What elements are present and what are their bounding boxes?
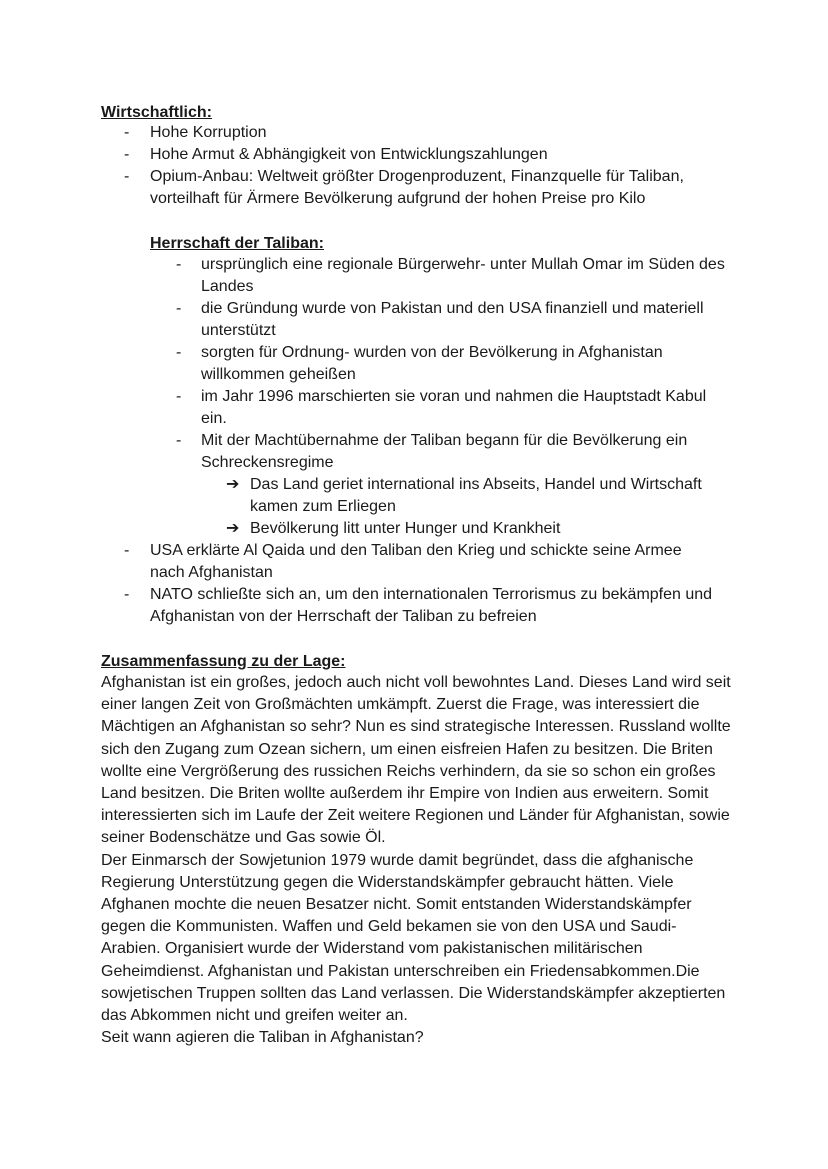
list-item: - im Jahr 1996 marschierten sie voran und nahmen die Hauptstadt Kabul ein. [176, 388, 707, 427]
bullet-dash: - [176, 300, 182, 317]
heading-zusammenfassung: Zusammenfassung zu der Lage: [101, 653, 346, 670]
list-item: - Mit der Machtübernahme der Taliban begann für die Bevölkerung ein Schreckensregime [176, 432, 688, 471]
bullet-dash: - [124, 542, 130, 559]
bullet-dash: - [176, 432, 182, 449]
paragraph: Afghanistan ist ein großes, jedoch auch nicht voll bewohntes Land. Dieses Land wird seit einer langen Zeit von Großmächten umkämpft. Zuerst die Frage, was interessiert die Mächtigen an Afghanistan so sehr? Nun es sind strategische Interessen. Russland wollte sich den Zugang zum Ozean sichern, um einen eisfreien Hafen zu besitzen. Die Briten wollte eine Vergrößerung des russichen Reichs verhindern, da sie so schon ein großes Land besitzen. Die Briten wollte außerdem ihr Empire von Indien aus erweitern. Somit interessierten sich im Laufe der Zeit weitere Regionen und Länder für Afghanistan, sowie seiner Bodenschätze und Gas sowie Öl. [101, 674, 731, 847]
heading-wirtschaftlich: Wirtschaftlich: [101, 104, 212, 121]
list-item: - ursprünglich eine regionale Bürgerwehr- unter Mullah Omar im Süden des Landes [176, 256, 725, 295]
paragraph: Der Einmarsch der Sowjetunion 1979 wurde damit begründet, dass die afghanische Regierung Unterstützung gegen die Widerstandskämpfer gebraucht hätten. Viele Afghanen mochte die neuen Besatzer nicht. Somit entstanden Widerstandskämpfer gegen die Kommunisten. Waffen und Geld bekamen sie von den USA und Saudi-Arabien. Organisiert wurde der Widerstand vom pakistanischen militärischen Geheimdienst. Afghanistan und Pakistan unterschreiben ein Friedensabkommen.Die sowjetischen Truppen sollten das Land verlassen. Die Widerstandskämpfer akzeptierten das Abkommen nicht und greifen weiter an. [101, 851, 726, 1025]
bullet-dash: - [124, 586, 130, 603]
list-item: - Opium-Anbau: Weltweit größter Drogenproduzent, Finanzquelle für Taliban, vorteilhaft für Ärmere Bevölkerung aufgrund der hohen Preise pro Kilo [124, 168, 684, 207]
bullet-dash: - [176, 388, 182, 405]
list-item: - Hohe Korruption [124, 122, 744, 144]
list-item: - sorgten für Ordnung- wurden von der Bevölkerung in Afghanistan willkommen geheißen [176, 344, 663, 383]
list-item: - Hohe Armut & Abhängigkeit von Entwicklungszahlungen [124, 144, 744, 166]
bullet-dash: - [124, 146, 130, 163]
arrow-item: ➔ Bevölkerung litt unter Hunger und Krankheit [226, 518, 728, 540]
arrow-item: ➔ Das Land geriet international ins Abseits, Handel und Wirtschaft kamen zum Erliegen [226, 476, 702, 515]
arrow-right-icon: ➔ [226, 476, 240, 493]
summary-text [101, 672, 731, 1049]
list-item: - die Gründung wurde von Pakistan und den USA finanziell und materiell unterstützt [176, 300, 704, 339]
bullet-dash: - [124, 168, 130, 185]
bullet-dash: - [176, 256, 182, 273]
paragraph: Seit wann agieren die Taliban in Afghanistan? [101, 1029, 424, 1047]
bullet-dash: - [176, 344, 182, 361]
list-item: - USA erklärte Al Qaida und den Taliban den Krieg und schickte seine Armee nach Afghanistan [124, 542, 682, 581]
list-item: - NATO schließte sich an, um den internationalen Terrorismus zu bekämpfen und Afghanistan von der Herrschaft der Taliban zu befreien [124, 586, 713, 625]
heading-herrschaft-taliban: Herrschaft der Taliban: [150, 235, 324, 252]
bullet-dash: - [124, 124, 130, 141]
arrow-right-icon: ➔ [226, 520, 240, 537]
